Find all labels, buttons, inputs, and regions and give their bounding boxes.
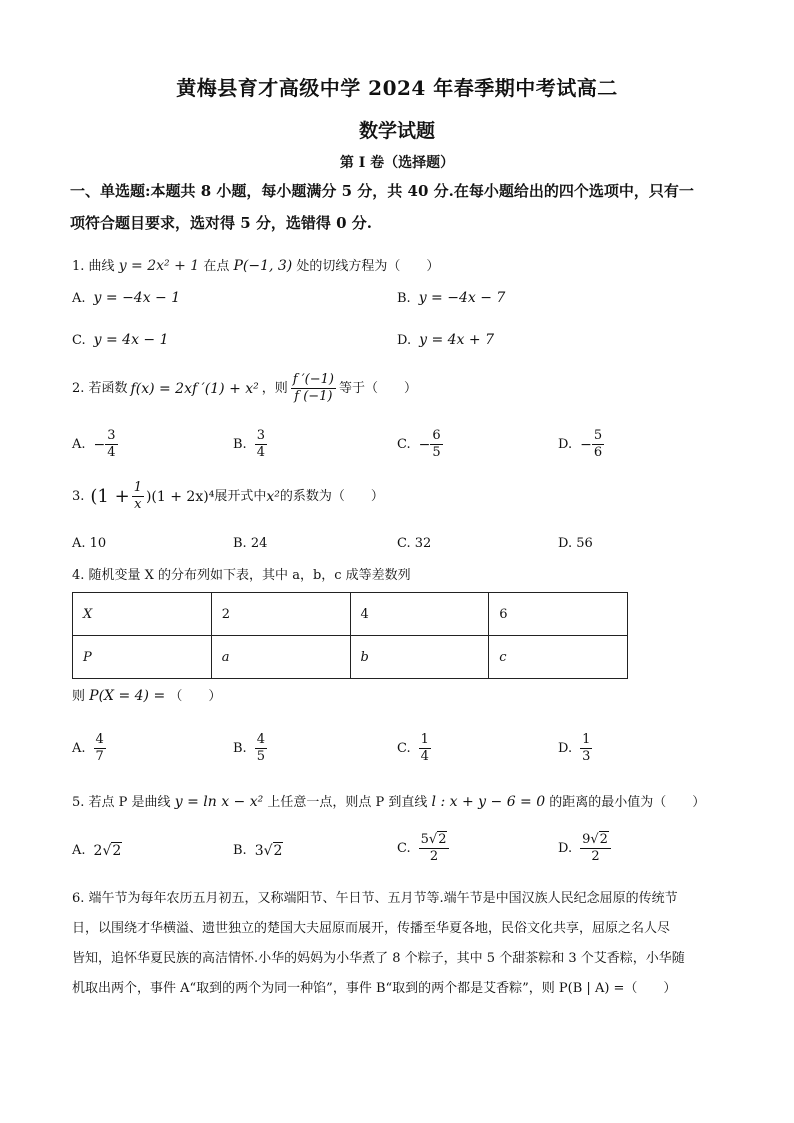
table-cell: 6 xyxy=(489,593,628,636)
table-row xyxy=(73,593,628,636)
question-4-ask: 则 P(X = 4) = （ ） xyxy=(72,688,222,704)
q4-option-c: C. $\frac{1}{4}$ xyxy=(397,732,429,764)
q3-option-a: A. 10 xyxy=(72,536,107,551)
q1-suffix: 处的切线方程为（ ） xyxy=(296,259,440,274)
q1-option-d: D. y = 4x + 7 xyxy=(397,332,494,348)
q1-prefix: 1. 曲线 xyxy=(72,259,115,274)
question-6-line3: 皆知，追怀华夏民族的高洁情怀.小华的妈妈为小华煮了 8 个粽子，其中 5 个甜茶粽和 3 个艾香粽，小华随 xyxy=(72,951,685,966)
table-cell: a xyxy=(211,636,350,679)
table-cell: b xyxy=(350,636,489,679)
q2-option-c: C. − $\frac{6}{5}$ xyxy=(397,428,441,460)
q4-option-a: A. $\frac{4}{7}$ xyxy=(72,732,104,764)
question-2-stem: 2. 若函数 f(x) = 2xf ′(1) + x² ，则 $\frac{f '(-1)}{f (-1)}$ 等于（ ） xyxy=(72,372,417,404)
table-row xyxy=(73,636,628,679)
question-6-line2: 日，以围绕才华横溢、遗世独立的楚国大夫屈原而展开，传播至华夏各地，民俗文化共享，屈原之名人尽 xyxy=(72,921,671,936)
q3-expression: )(1 + 2x)⁴ xyxy=(145,488,215,505)
q1-option-b: B. y = −4x − 7 xyxy=(397,290,506,306)
q2-function: f(x) = 2xf ′(1) + x² xyxy=(130,380,259,397)
table-cell: 2 xyxy=(211,593,350,636)
q2-option-b: B. $\frac{3}{4}$ xyxy=(233,428,265,460)
section-instructions-line2: 项符合题目要求，选对得 5 分，选错得 0 分. xyxy=(70,214,372,232)
q2-option-a: A. − $\frac{3}{4}$ xyxy=(72,428,116,460)
q2-fraction: $\frac{f '(-1)}{f (-1)}$ xyxy=(292,372,334,404)
q5-option-a: A. 2 √ 2 xyxy=(72,842,122,859)
q3-option-d: D. 56 xyxy=(558,536,593,551)
q4-option-d: D. $\frac{1}{3}$ xyxy=(558,732,591,764)
table-cell: 4 xyxy=(350,593,489,636)
q4-option-b: B. $\frac{4}{5}$ xyxy=(233,732,265,764)
q3-option-c: C. 32 xyxy=(397,536,432,551)
q3-option-b: B. 24 xyxy=(233,536,268,551)
table-cell: P xyxy=(73,636,212,679)
question-3-stem: 3. (1 + $\frac{1}{x}$ )(1 + 2x)⁴ 展开式中 x² 的系数为（ ） xyxy=(72,480,384,512)
exam-subtitle: 数学试题 xyxy=(358,120,435,142)
q1-option-c: C. y = 4x − 1 xyxy=(72,332,169,348)
table-cell: c xyxy=(489,636,628,679)
volume-label: 第 I 卷（选择题） xyxy=(339,155,455,171)
question-4-stem: 4. 随机变量 X 的分布列如下表，其中 a，b，c 成等差数列 xyxy=(72,568,411,583)
q5-option-c: C. $\frac{5√2}{2}$ xyxy=(397,832,449,865)
q1-point: P(−1, 3) xyxy=(233,258,293,274)
q1-curve: y = 2x² + 1 xyxy=(118,258,200,274)
question-6-line1: 6. 端午节为每年农历五月初五，又称端阳节、午日节、五月节等.端午节是中国汉族人民纪念屈原的传统节 xyxy=(72,891,678,906)
q5-option-d: D. $\frac{9√2}{2}$ xyxy=(558,832,611,865)
exam-title: 黄梅县育才高级中学 2024 年春季期中考试高二 xyxy=(176,76,618,100)
section-instructions-line1: 一、单选题:本题共 8 小题，每小题满分 5 分，共 40 分.在每小题给出的四个选项中，只有一 xyxy=(70,182,694,200)
question-6-line4: 机取出两个，事件 A“取到的两个为同一种馅”，事件 B“取到的两个都是艾香粽”，则 P(B | A) =（ ） xyxy=(72,981,677,996)
distribution-table xyxy=(72,592,628,679)
q5-option-b: B. 3 √ 2 xyxy=(233,842,283,859)
q1-mid: 在点 xyxy=(203,259,230,274)
question-1-stem xyxy=(72,256,439,277)
q1-option-a: A. y = −4x − 1 xyxy=(72,290,181,306)
q2-option-d: D. − $\frac{5}{6}$ xyxy=(558,428,603,460)
table-cell: X xyxy=(73,593,212,636)
question-5-stem: 5. 若点 P 是曲线 y = ln x − x² 上任意一点，则点 P 到直线 l : x + y − 6 = 0 的距离的最小值为（ ） xyxy=(72,794,706,810)
